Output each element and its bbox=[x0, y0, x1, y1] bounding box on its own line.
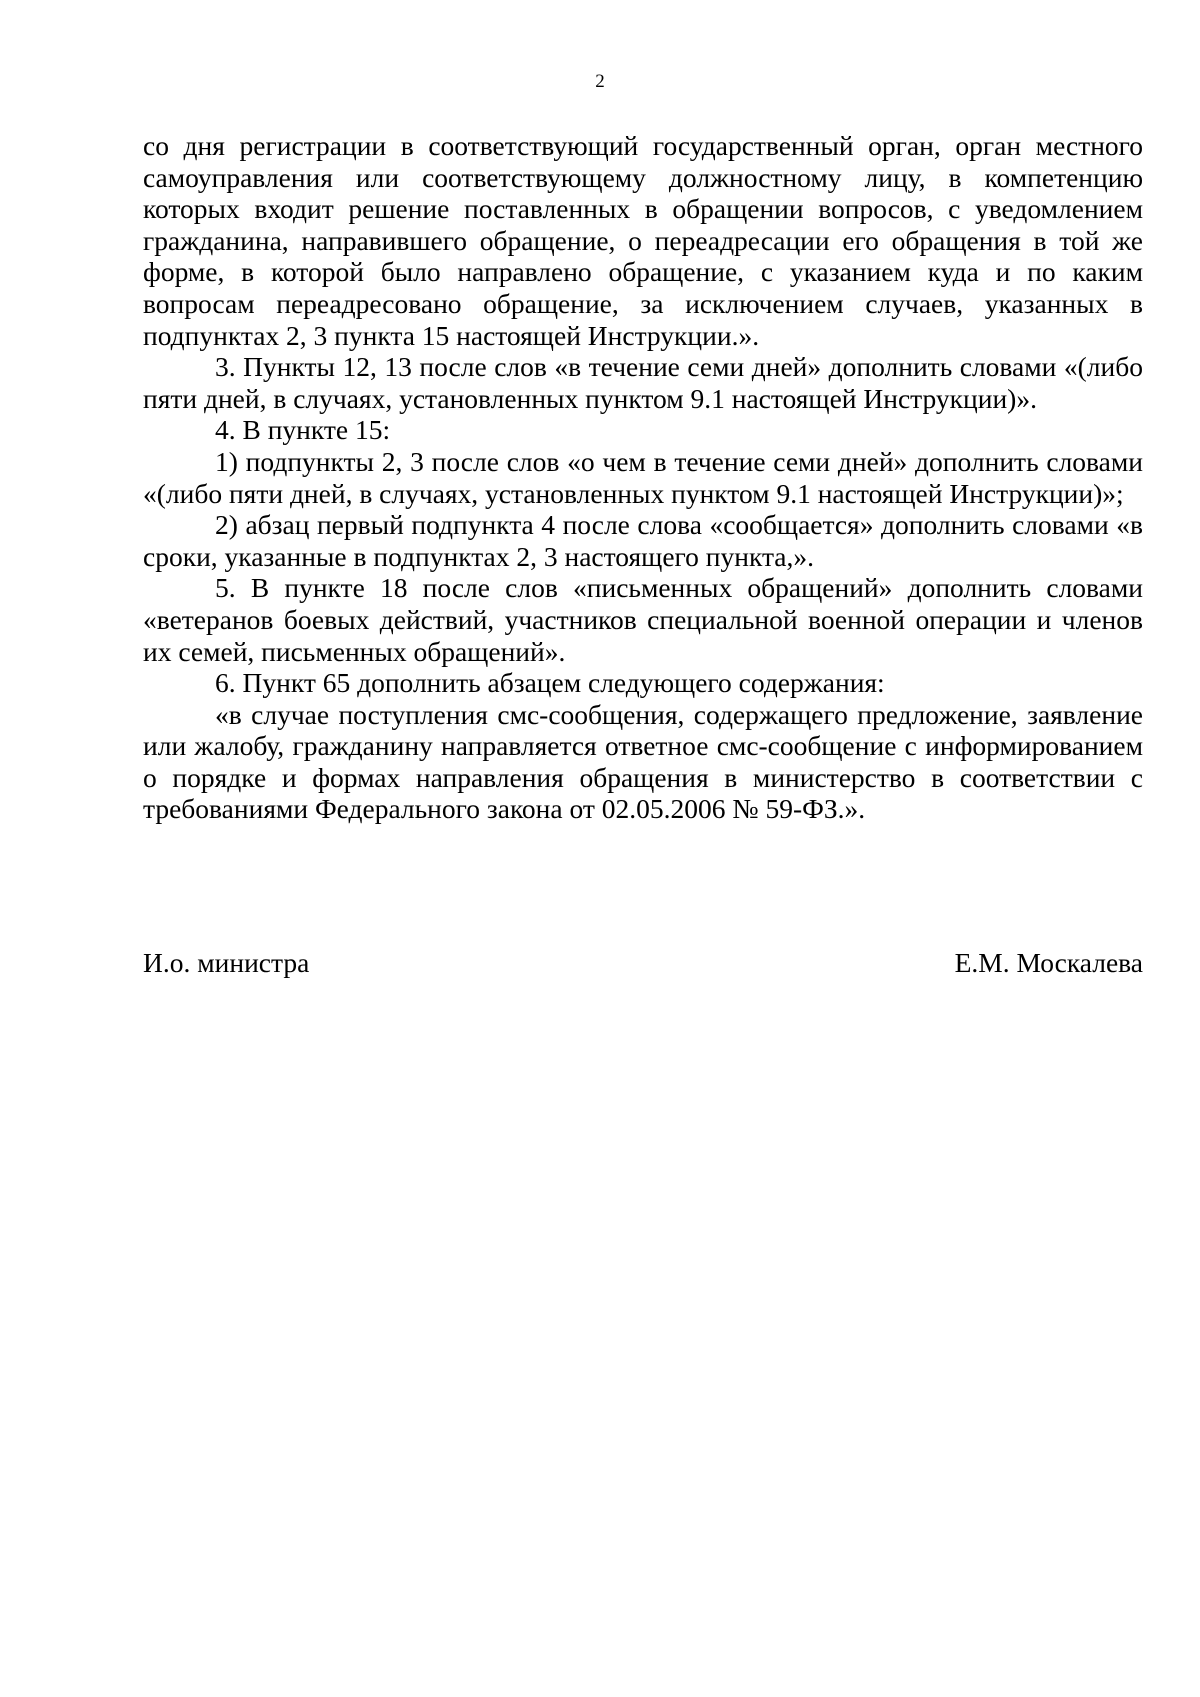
signatory-position: И.о. министра bbox=[143, 947, 310, 978]
paragraph-item-3: 3. Пункты 12, 13 после слов «в течение семи дней» дополнить словами «(либо пяти дней, в случаях, установленных пунктом 9.1 настоящей Инструкции)». bbox=[143, 351, 1143, 414]
signatory-name: Е.М. Москалева bbox=[954, 947, 1143, 978]
paragraph-subitem-2: 2) абзац первый подпункта 4 после слова «сообщается» дополнить словами «в сроки, указанные в подпунктах 2, 3 настоящего пункта,». bbox=[143, 509, 1143, 572]
paragraph-subitem-1: 1) подпункты 2, 3 после слов «о чем в течение семи дней» дополнить словами «(либо пяти дней, в случаях, установленных пунктом 9.1 настоящей Инструкции)»; bbox=[143, 445, 1143, 509]
document-body bbox=[143, 130, 1143, 825]
paragraph-item-4: 4. В пункте 15: bbox=[215, 414, 391, 446]
signature-block bbox=[143, 947, 1143, 979]
paragraph-item-5: 5. В пункте 18 после слов «письменных обращений» дополнить словами «ветеранов боевых действий, участников специальной военной операции и членов их семей, письменных обращений». bbox=[143, 572, 1143, 667]
page-number: 2 bbox=[595, 71, 605, 92]
paragraph-continuation: со дня регистрации в соответствующий государственный орган, орган местного самоуправления или соответствующему должностному лицу, в компетенцию которых входит решение поставленных в обращении вопросов, с уведомлением гражданина, направившего обращение, о переадресации его обращения в той же форме, в которой было направлено обращение, с указанием куда и по каким вопросам переадресовано обращение, за исключением случаев, указанных в подпунктах 2, 3 пункта 15 настоящей Инструкции.». bbox=[143, 130, 1143, 351]
paragraph-quoted-addition: «в случае поступления смс-сообщения, содержащего предложение, заявление или жалобу, гражданину направляется ответное смс-сообщение с информированием о порядке и формах направления обращения в министерство в соответствии с требованиями Федерального закона от 02.05.2006 № 59-ФЗ.». bbox=[143, 698, 1143, 825]
paragraph-item-6: 6. Пункт 65 дополнить абзацем следующего содержания: bbox=[215, 667, 885, 699]
